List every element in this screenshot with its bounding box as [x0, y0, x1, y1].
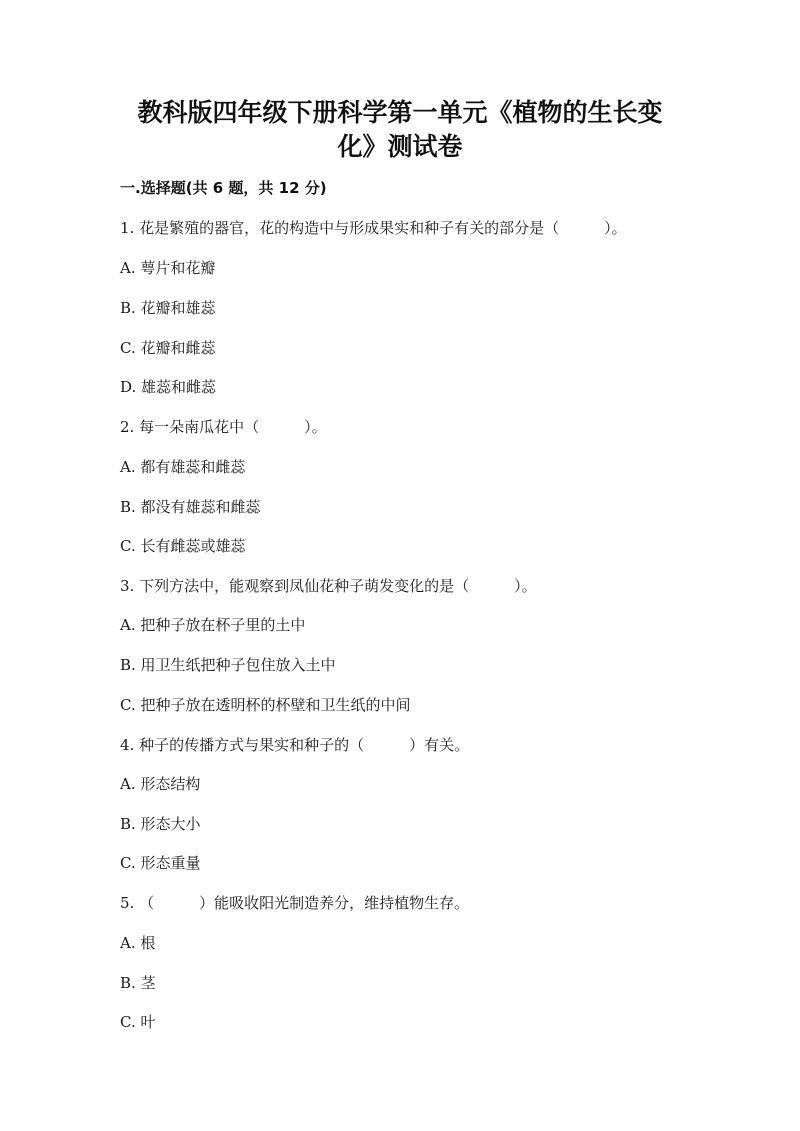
question-3-stem: 3. 下列方法中，能观察到凤仙花种子萌发变化的是（ ）。: [120, 577, 537, 595]
document-title-line-1: 教科版四年级下册科学第一单元《植物的生长变: [137, 98, 663, 127]
question-3-option-b: B. 用卫生纸把种子包住放入土中: [120, 656, 336, 674]
question-2-option-b: B. 都没有雄蕊和雌蕊: [120, 498, 261, 516]
question-3-option-c: C. 把种子放在透明杯的杯壁和卫生纸的中间: [120, 696, 411, 714]
question-4-option-a: A. 形态结构: [120, 775, 201, 793]
question-4-option-b: B. 形态大小: [120, 815, 201, 833]
question-5-option-b: B. 茎: [120, 974, 156, 992]
question-5-option-c: C. 叶: [120, 1013, 156, 1031]
question-2-option-a: A. 都有雄蕊和雌蕊: [120, 458, 246, 476]
document-title-line-2: 化》测试卷: [337, 132, 463, 161]
question-1-option-a: A. 萼片和花瓣: [120, 259, 216, 277]
question-2-stem: 2. 每一朵南瓜花中（ ）。: [120, 418, 327, 436]
section-heading: 一.选择题(共 6 题，共 12 分): [120, 179, 327, 197]
question-4-stem: 4. 种子的传播方式与果实和种子的（ ）有关。: [120, 736, 470, 754]
question-5-stem: 5. （ ）能吸收阳光制造养分，维持植物生存。: [120, 894, 470, 912]
question-1-option-c: C. 花瓣和雌蕊: [120, 339, 216, 357]
question-3-option-a: A. 把种子放在杯子里的土中: [120, 616, 306, 634]
question-4-option-c: C. 形态重量: [120, 854, 201, 872]
question-1-option-b: B. 花瓣和雄蕊: [120, 299, 216, 317]
question-1-stem: 1. 花是繁殖的器官，花的构造中与形成果实和种子有关的部分是（ ）。: [120, 219, 627, 237]
question-2-option-c: C. 长有雌蕊或雄蕊: [120, 537, 246, 555]
question-5-option-a: A. 根: [120, 934, 156, 952]
question-1-option-d: D. 雄蕊和雌蕊: [120, 378, 217, 396]
